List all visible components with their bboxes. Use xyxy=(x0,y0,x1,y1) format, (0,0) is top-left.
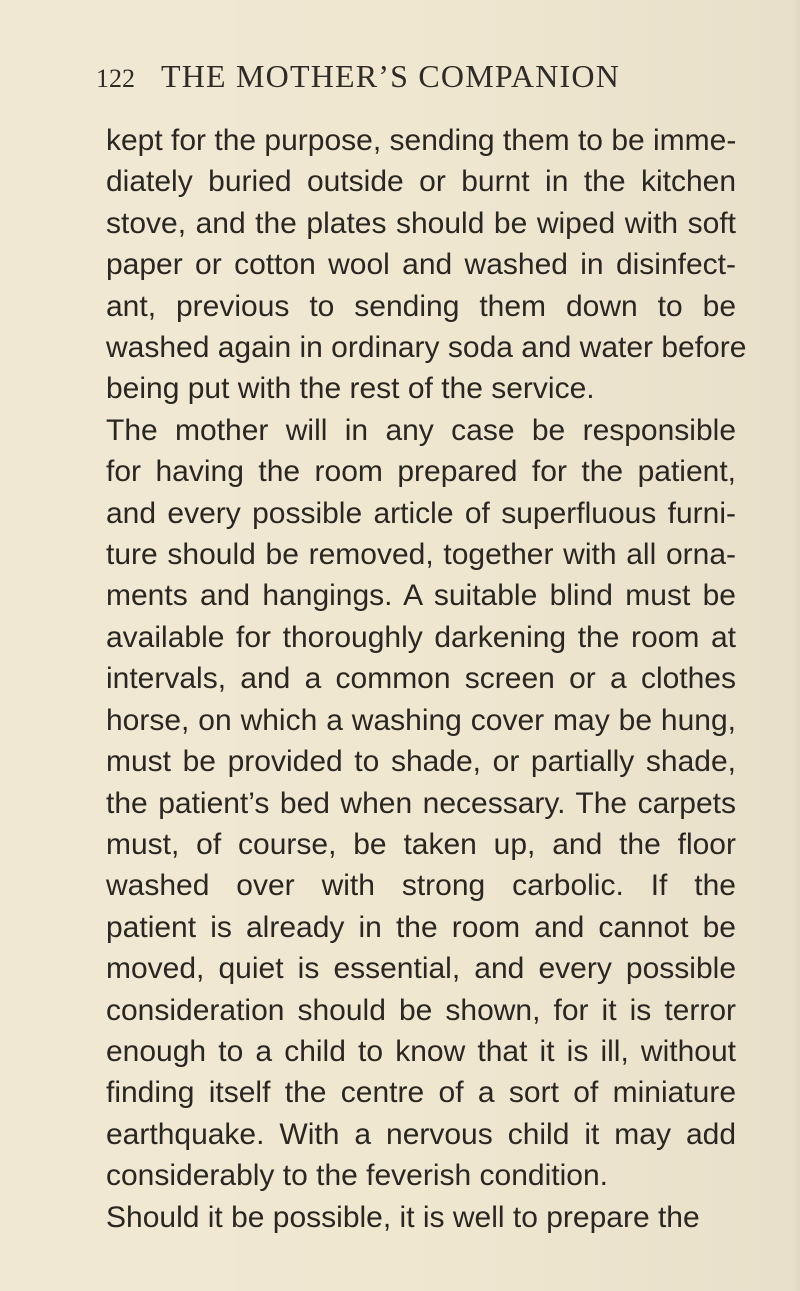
page-edge-shadow xyxy=(792,0,800,1291)
text-line: horse, on which a washing cover may be hung, xyxy=(106,703,736,737)
text-line: earthquake. With a nervous child it may add xyxy=(106,1117,736,1151)
text-line: considerably to the feverish condition. xyxy=(106,1159,608,1193)
text-line: The mother will in any case be responsible xyxy=(106,413,736,447)
text-line: enough to a child to know that it is ill, without xyxy=(106,1034,736,1068)
text-line: paper or cotton wool and washed in disinfect- xyxy=(106,248,736,282)
page-number: 122 xyxy=(96,64,135,93)
text-line: moved, quiet is essential, and every possible xyxy=(106,952,736,986)
text-line: and every possible article of superfluous furni- xyxy=(106,496,736,530)
text-line: being put with the rest of the service. xyxy=(106,372,595,406)
running-title: THE MOTHER’S COMPANION xyxy=(161,58,621,94)
text-line: ant, previous to sending them down to be xyxy=(106,289,736,323)
text-line: Should it be possible, it is well to prepare the xyxy=(106,1200,700,1234)
text-line: must be provided to shade, or partially shade, xyxy=(106,745,736,779)
text-line: stove, and the plates should be wiped with soft xyxy=(106,206,736,240)
text-line: kept for the purpose, sending them to be imme- xyxy=(106,124,737,157)
text-line: for having the room prepared for the patient, xyxy=(106,455,736,489)
text-line: the patient’s bed when necessary. The carpets xyxy=(106,786,736,820)
text-line: finding itself the centre of a sort of miniature xyxy=(106,1076,736,1110)
text-line: washed again in ordinary soda and water before xyxy=(106,331,747,365)
text-line: diately buried outside or burnt in the kitchen xyxy=(106,165,736,199)
text-line: must, of course, be taken up, and the floor xyxy=(106,827,736,861)
text-line: consideration should be shown, for it is terror xyxy=(106,993,736,1027)
body-text xyxy=(106,120,747,1238)
running-head xyxy=(96,58,716,98)
text-line: ture should be removed, together with all orna- xyxy=(106,538,736,572)
text-line: patient is already in the room and cannot be xyxy=(106,910,736,944)
text-line: available for thoroughly darkening the room at xyxy=(106,620,736,654)
text-line: washed over with strong carbolic. If the xyxy=(106,869,736,903)
text-line: intervals, and a common screen or a clothes xyxy=(106,662,736,696)
text-line: ments and hangings. A suitable blind must be xyxy=(106,579,736,613)
